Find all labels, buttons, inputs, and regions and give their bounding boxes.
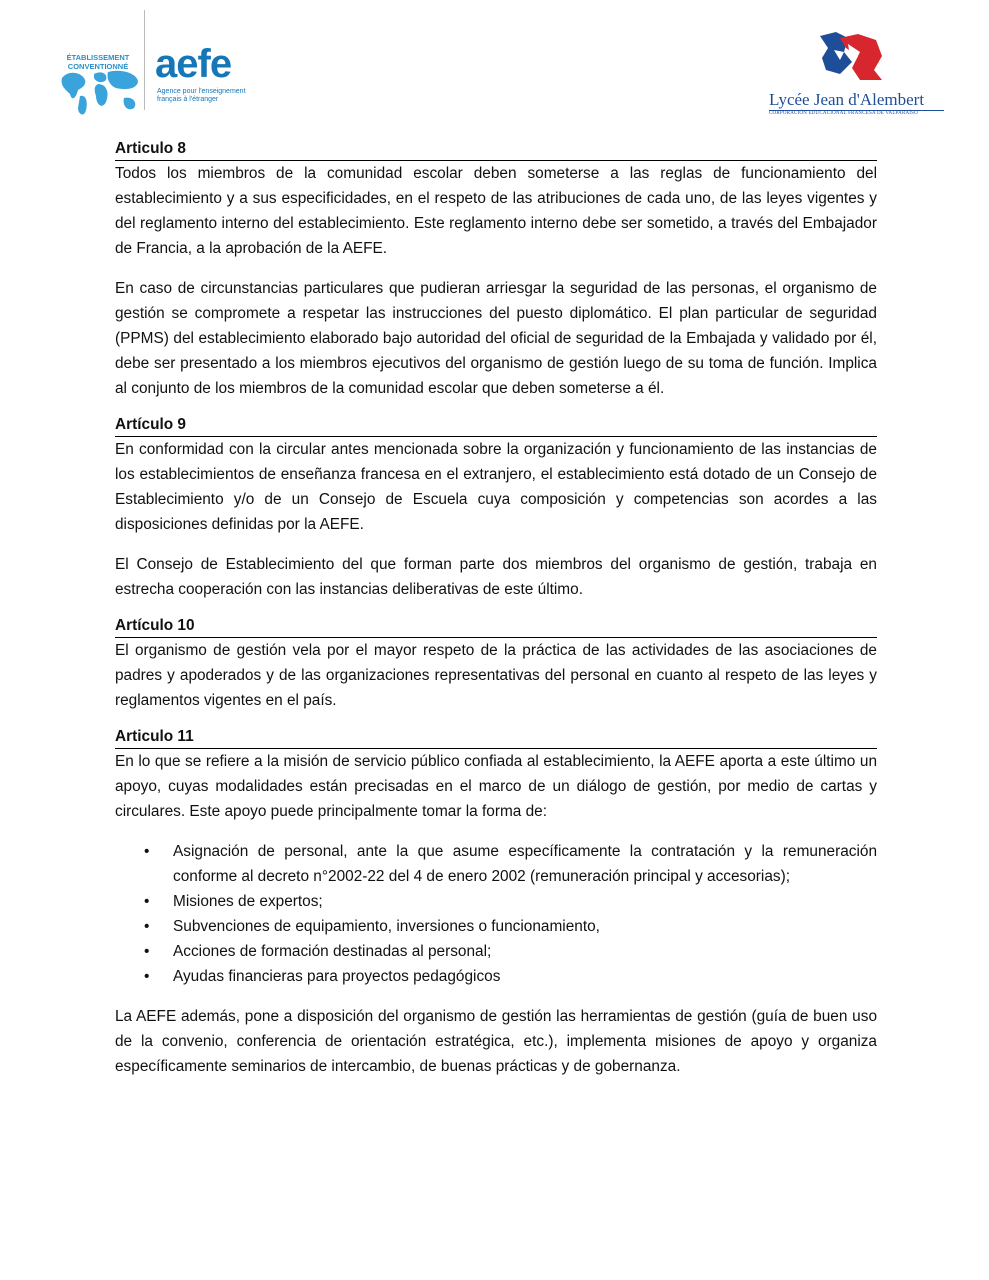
lycee-name: Lycée Jean d'Alembert [769, 90, 925, 109]
article-9-heading: Artículo 9 [115, 413, 877, 437]
aefe-wordmark: aefe [155, 42, 232, 86]
article-11-bullet-list [115, 839, 877, 989]
logo-divider [144, 10, 145, 110]
list-item: • Acciones de formación destinadas al personal; [115, 939, 877, 964]
bullet-icon: • [144, 843, 150, 860]
article-10-heading: Artículo 10 [115, 614, 877, 638]
bullet-icon: • [144, 918, 150, 935]
article-9-paragraph-2: El Consejo de Establecimiento del que forman parte dos miembros del organismo de gestión, trabaja en estrecha cooperación con las instancias deliberativas de este último. [115, 556, 877, 598]
bullet-icon: • [144, 943, 150, 960]
world-map-icon [58, 68, 142, 120]
document-content [115, 137, 877, 1079]
lycee-logo [764, 30, 954, 120]
aefe-logo [58, 10, 248, 118]
list-item: • Subvenciones de equipamiento, inversiones o funcionamiento, [115, 914, 877, 939]
article-10-paragraph-1: El organismo de gestión vela por el mayor respeto de la práctica de las actividades de las asociaciones de padres y apoderados y de las organizaciones representativas del personal en cuanto al respeto de las leyes y reglamentos vigentes en el país. [115, 642, 877, 709]
article-8-heading: Articulo 8 [115, 137, 877, 161]
lycee-emblem-icon [764, 30, 954, 90]
list-item: • Ayudas financieras para proyectos pedagógicos [115, 964, 877, 989]
article-9-paragraph-1: En conformidad con la circular antes mencionada sobre la organización y funcionamiento de las instancias de los establecimientos de enseñanza francesa en el extranjero, el establecimiento está dotado de un Consejo de Establecimiento y/o de un Consejo de Escuela cuya composición y competencias son acordes a las disposiciones definidas por la AEFE. [115, 441, 877, 533]
aefe-badge-text: ÉTABLISSEMENT CONVENTIONNÉ [66, 53, 130, 71]
aefe-tagline: Agence pour l'enseignement français à l'étranger [157, 88, 246, 103]
article-8-paragraph-2: En caso de circunstancias particulares que pudieran arriesgar la seguridad de las personas, el organismo de gestión se compromete a respetar las instrucciones del puesto diplomático. El plan particular de seguridad (PPMS) del establecimiento elaborado bajo autoridad del oficial de seguridad de la Embajada y validado por él, debe ser presentado a los miembros ejecutivos del organismo de gestión luego de su toma de función. Implica al conjunto de los miembros de la comunidad escolar que deben someterse a él. [115, 280, 877, 397]
article-11-intro: En lo que se refiere a la misión de servicio público confiada al establecimiento, la AEFE aporta a este último un apoyo, cuyas modalidades están precisadas en el marco de un diálogo de gestión, por medio de cartas y circulares. Este apoyo puede principalmente tomar la forma de: [115, 753, 877, 820]
article-8-paragraph-1: Todos los miembros de la comunidad escolar deben someterse a las reglas de funcionamiento del establecimiento y a sus especificidades, en el respeto de las atribuciones de cada uno, de las leyes vigentes y del reglamento interno del establecimiento. Este reglamento interno debe ser sometido, a través del Embajador de Francia, a la aprobación de la AEFE. [115, 165, 877, 257]
lycee-subtitle: CORPORACIÓN EDUCACIONAL FRANCESA DE VALPARAÍSO [769, 111, 918, 116]
article-11-closing: La AEFE además, pone a disposición del organismo de gestión las herramientas de gestión (guía de buen uso de la convenio, conferencia de orientación estratégica, etc.), implementa misiones de apoyo y organiza específicamente seminarios de intercambio, de buenas prácticas y de gobernanza. [115, 1008, 877, 1075]
list-item: • Asignación de personal, ante la que asume específicamente la contratación y la remuneración conforme al decreto n°2002-22 del 4 de enero 2002 (remuneración principal y accesorias); [115, 839, 877, 889]
bullet-icon: • [144, 968, 150, 985]
article-11-heading: Articulo 11 [115, 725, 877, 749]
bullet-icon: • [144, 893, 150, 910]
list-item: • Misiones de expertos; [115, 889, 877, 914]
